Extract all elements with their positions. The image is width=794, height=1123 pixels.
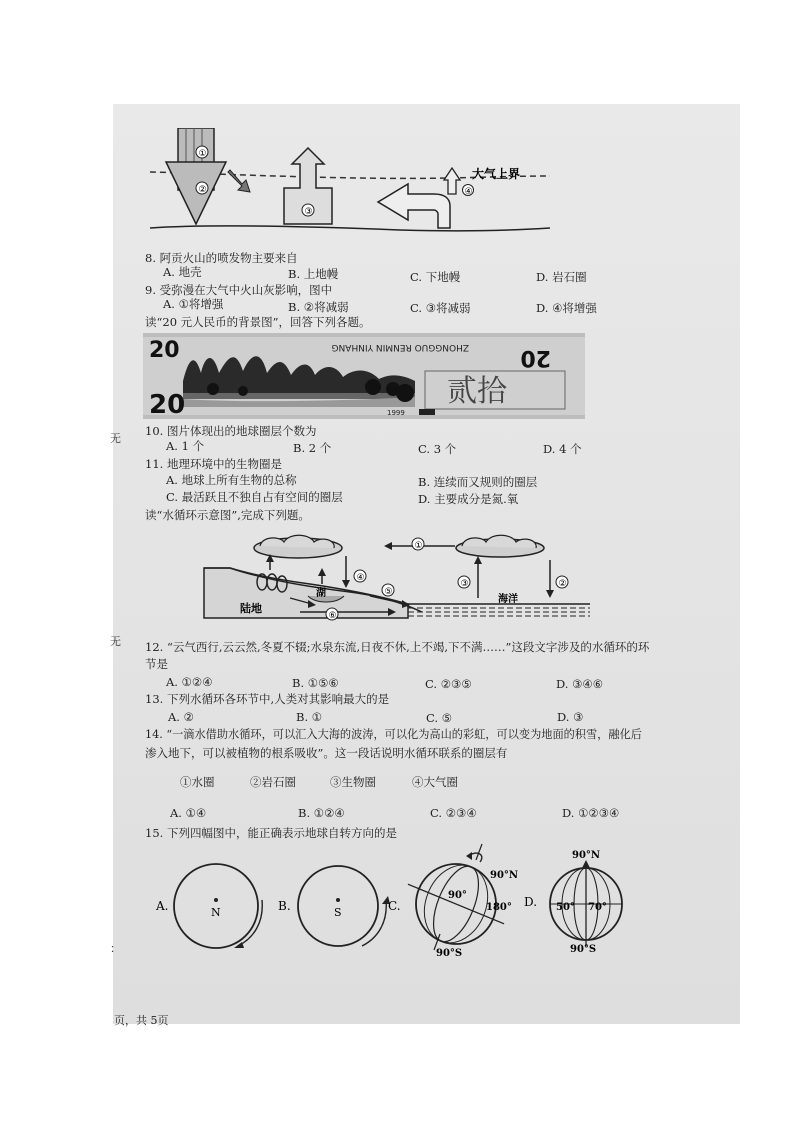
q13-option-a[interactable]: A. ② xyxy=(168,710,194,724)
denomination-top-left: 20 xyxy=(149,338,180,363)
water-cycle-diagram xyxy=(200,532,590,624)
banknote-pinyin: ZHONGGUO RENMIN YINHANG xyxy=(331,342,469,352)
q15-option-c[interactable]: C. xyxy=(388,899,401,913)
q14-option-c[interactable]: C. ②③④ xyxy=(430,806,477,820)
radiation-diagram xyxy=(150,128,550,238)
diagram-d-south: 90°S xyxy=(570,944,597,955)
q12-option-d[interactable]: D. ③④⑥ xyxy=(556,677,604,691)
diagram-d-mid2: 70° xyxy=(588,902,607,913)
water-label-1: ① xyxy=(414,541,423,551)
water-label-5: ⑤ xyxy=(384,587,393,597)
q9-stem: 9. 受弥漫在大气中火山灰影响，图中 xyxy=(145,283,333,297)
q12-stem: 12. “云气西行,云云然,冬夏不辍;水泉东流,日夜不休,上不竭,下不满……”这段文字涉及的水循环的环 xyxy=(145,640,650,654)
q14-option-b[interactable]: B. ①②④ xyxy=(298,806,345,820)
q10-option-c[interactable]: C. 3 个 xyxy=(418,442,457,456)
q15-option-b[interactable]: B. xyxy=(278,899,291,913)
q14-stem-cont: 渗入地下，可以被植物的根系吸收”。这一段话说明水循环联系的圈层有 xyxy=(145,746,508,760)
counter-radiation-arrow xyxy=(378,168,460,228)
side-mark-2: 无 xyxy=(110,635,121,648)
denomination-right: 20 xyxy=(520,345,551,370)
banknote-serial: 1999 xyxy=(387,409,405,417)
q12-option-c[interactable]: C. ②③⑤ xyxy=(425,677,472,691)
q12-stem-cont: 节是 xyxy=(145,657,168,671)
water-label-4: ④ xyxy=(356,573,365,583)
banknote-intro: 读“20 元人民币的背景图”，回答下列各题。 xyxy=(145,315,371,329)
label-1: ① xyxy=(198,149,207,159)
q9-option-b[interactable]: B. ②将减弱 xyxy=(288,300,349,314)
lake-label: 湖 xyxy=(316,588,326,599)
q13-option-c[interactable]: C. ⑤ xyxy=(426,711,453,725)
q8-option-b[interactable]: B. 上地幔 xyxy=(288,267,339,281)
q8-option-d[interactable]: D. 岩石圈 xyxy=(536,270,587,284)
side-mark-1: 无 xyxy=(110,432,121,445)
diagram-a-center: N xyxy=(211,906,221,919)
side-mark-3: ： xyxy=(110,942,121,955)
q11-option-d[interactable]: D. 主要成分是氮.氧 xyxy=(418,492,519,506)
banknote-big-chars: 贰拾 xyxy=(447,374,507,409)
land-label: 陆地 xyxy=(240,602,262,615)
label-4: ④ xyxy=(464,187,473,197)
q14-option-a[interactable]: A. ①④ xyxy=(170,806,207,820)
q15-stem: 15. 下列四幅图中，能正确表示地球自转方向的是 xyxy=(145,826,397,840)
q11-option-c[interactable]: C. 最活跃且不独自占有空间的圈层 xyxy=(166,490,343,504)
diagram-c-south: 90°S xyxy=(436,948,463,959)
q13-stem: 13. 下列水循环各环节中,人类对其影响最大的是 xyxy=(145,692,390,706)
diagram-c-north: 90°N xyxy=(490,870,519,881)
q14-sphere-1: ①水圈 xyxy=(180,775,215,789)
q11-option-b[interactable]: B. 连续而又规则的圈层 xyxy=(418,475,538,489)
q15-option-d[interactable]: D. xyxy=(524,895,538,909)
diagram-c-mid: 90° xyxy=(448,890,467,901)
q10-option-b[interactable]: B. 2 个 xyxy=(293,441,332,455)
diagram-d-north: 90°N xyxy=(572,850,601,861)
q9-option-d[interactable]: D. ④将增强 xyxy=(536,301,597,315)
q8-stem: 8. 阿贡火山的喷发物主要来自 xyxy=(145,251,298,265)
q11-option-a[interactable]: A. 地球上所有生物的总称 xyxy=(166,473,297,487)
water-label-3: ③ xyxy=(460,579,469,589)
q14-stem: 14. “一滴水借助水循环，可以汇入大海的波涛，可以化为高山的彩虹，可以变为地面的积雪，融化后 xyxy=(145,728,642,741)
q11-stem: 11. 地理环境中的生物圈是 xyxy=(145,457,282,471)
ocean-label: 海洋 xyxy=(498,594,518,605)
q12-option-b[interactable]: B. ①⑤⑥ xyxy=(292,676,339,690)
denomination-bottom-left: 20 xyxy=(149,390,186,419)
water-label-2: ② xyxy=(558,579,567,589)
q13-option-d[interactable]: D. ③ xyxy=(557,710,584,724)
q14-sphere-4: ④大气圈 xyxy=(412,775,458,789)
q12-option-a[interactable]: A. ①②④ xyxy=(166,675,213,689)
solar-radiation-arrow xyxy=(166,128,226,224)
q14-sphere-3: ③生物圈 xyxy=(330,775,376,789)
q15-option-a[interactable]: A. xyxy=(156,899,169,913)
q10-stem: 10. 图片体现出的地球圈层个数为 xyxy=(145,424,317,438)
q10-option-d[interactable]: D. 4 个 xyxy=(543,442,582,456)
water-label-6: ⑥ xyxy=(328,611,337,621)
q9-option-c[interactable]: C. ③将减弱 xyxy=(410,301,471,315)
q13-option-b[interactable]: B. ① xyxy=(296,710,323,724)
atmosphere-top-label: 大气上界 xyxy=(472,167,521,181)
rotation-diagrams xyxy=(150,842,630,960)
q14-sphere-2: ②岩石圈 xyxy=(250,775,296,789)
diagram-d-mid1: 50° xyxy=(556,902,575,913)
label-3: ③ xyxy=(304,207,313,217)
q9-option-a[interactable]: A. ①将增强 xyxy=(163,297,224,311)
q10-option-a[interactable]: A. 1 个 xyxy=(166,439,205,453)
banknote-image xyxy=(143,333,585,419)
water-intro: 读“水循环示意图”,完成下列题。 xyxy=(145,508,310,522)
label-2: ② xyxy=(198,185,207,195)
page-footer: 页，共 5页 xyxy=(114,1014,169,1027)
q8-option-a[interactable]: A. 地壳 xyxy=(163,265,202,279)
q14-option-d[interactable]: D. ①②③④ xyxy=(562,806,620,820)
diagram-c-right: 180° xyxy=(486,902,512,913)
q8-option-c[interactable]: C. 下地幔 xyxy=(410,270,461,284)
diagram-b-center: S xyxy=(334,906,342,919)
